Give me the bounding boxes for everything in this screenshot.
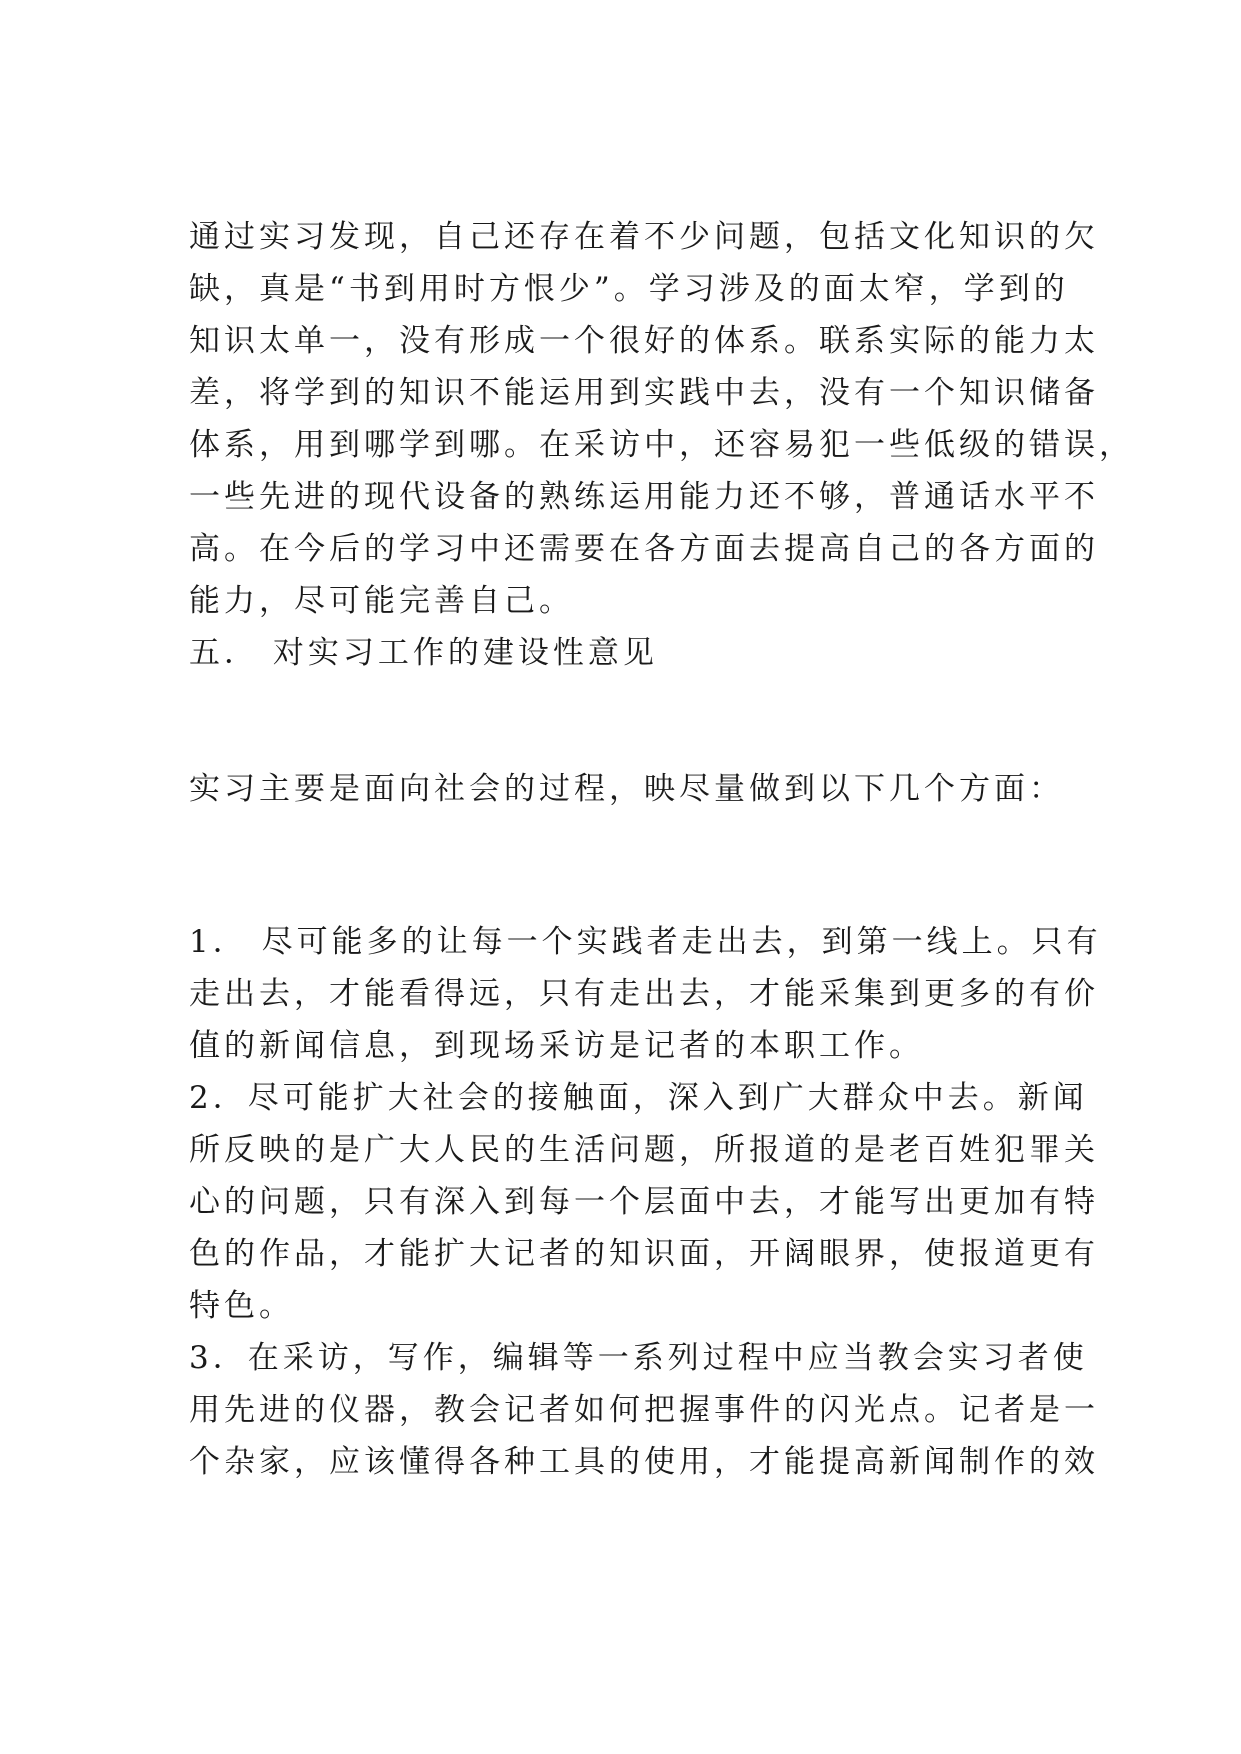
list-item-3-line: 个杂家，应该懂得各种工具的使用，才能提高新闻制作的效 (189, 1444, 1099, 1480)
text-line: 一些先进的现代设备的熟练运用能力还不够，普通话水平不 (189, 479, 1099, 515)
text-line: 能力，尽可能完善自己。 (189, 583, 574, 619)
text-line: 缺，真是“书到用时方恨少”。学习涉及的面太窄，学到的 (189, 271, 1069, 307)
list-item-2-line: 特色。 (189, 1288, 294, 1324)
text-line: 高。在今后的学习中还需要在各方面去提高自己的各方面的 (189, 531, 1099, 567)
list-item-3-line: 用先进的仪器，教会记者如何把握事件的闪光点。记者是一 (189, 1392, 1099, 1428)
list-item-2-line: 所反映的是广大人民的生活问题，所报道的是老百姓犯罪关 (189, 1132, 1099, 1168)
list-item-1-line: 走出去，才能看得远，只有走出去，才能采集到更多的有价 (189, 976, 1099, 1012)
text-line: 差，将学到的知识不能运用到实践中去，没有一个知识储备 (189, 375, 1099, 411)
list-item-1-line: 值的新闻信息，到现场采访是记者的本职工作。 (189, 1028, 924, 1064)
list-item-1-line: 1． 尽可能多的让每一个实践者走出去，到第一线上。只有 (189, 924, 1102, 960)
text-line: 实习主要是面向社会的过程，映尽量做到以下几个方面： (189, 771, 1064, 807)
paragraph-intro (189, 763, 1064, 815)
text-line: 通过实习发现，自己还存在着不少问题，包括文化知识的欠 (189, 219, 1099, 255)
list-item-2-line: 心的问题，只有深入到每一个层面中去，才能写出更加有特 (189, 1184, 1099, 1220)
text-line: 知识太单一，没有形成一个很好的体系。联系实际的能力太 (189, 323, 1099, 359)
list-item-3-line: 3．在采访，写作，编辑等一系列过程中应当教会实习者使 (189, 1340, 1088, 1376)
section-heading: 五． 对实习工作的建设性意见 (189, 635, 658, 671)
paragraph-internship-reflection (189, 211, 1134, 679)
paragraph-suggestions-list (189, 916, 1102, 1488)
text-line: 体系，用到哪学到哪。在采访中，还容易犯一些低级的错误， (189, 427, 1134, 463)
list-item-2-line: 色的作品，才能扩大记者的知识面，开阔眼界，使报道更有 (189, 1236, 1099, 1272)
list-item-2-line: 2．尽可能扩大社会的接触面，深入到广大群众中去。新闻 (189, 1080, 1088, 1116)
